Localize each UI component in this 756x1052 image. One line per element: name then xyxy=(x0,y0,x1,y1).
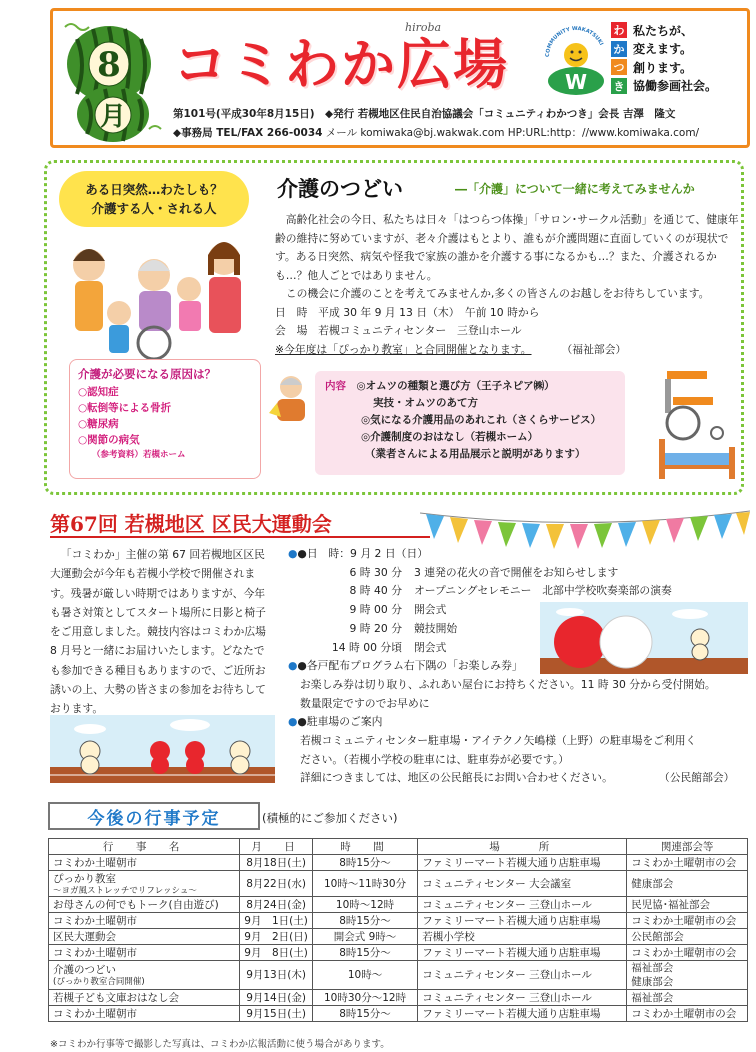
event-subtitle: (ぴっかり教室合同開催) xyxy=(53,977,145,987)
newsletter-title xyxy=(173,21,543,101)
slogan-text: 私たちが、 xyxy=(633,23,694,38)
causes-title: 介護が必要になる原因は？ xyxy=(78,367,216,381)
event-date: 9月15日(土) xyxy=(240,1006,313,1022)
event-date: 8月18日(土) xyxy=(240,855,313,871)
watermelon-month-illustration xyxy=(57,19,167,144)
sports-title: 第67回 若槻地区 区民大運動会 xyxy=(50,512,332,536)
program-text: お楽しみ券は切り取り、ふれあい屋台にお持ちください。11 時 30 分から受付開始。 xyxy=(300,677,716,691)
parking-department: （公民館部会） xyxy=(658,771,735,785)
sports-intro xyxy=(50,545,272,719)
slogan-row xyxy=(611,58,751,77)
month-number: 8 xyxy=(97,45,121,85)
events-table xyxy=(48,838,748,1022)
table-row xyxy=(49,961,748,990)
event-date: 9月 8日(土) xyxy=(240,945,313,961)
upcoming-title-box xyxy=(48,802,260,830)
event-date: 9月14日(金) xyxy=(240,990,313,1006)
org-cell xyxy=(627,929,748,945)
event-org: 健康部会 xyxy=(631,877,674,890)
causes-box xyxy=(69,359,261,479)
parking-text xyxy=(288,769,748,788)
parking-text: 若槻コミュニティセンター駐車場・アイテクノ矢嶋様（上野）の駐車場をご利用く xyxy=(300,734,697,748)
slogan-char: き xyxy=(611,78,627,94)
kaigo-paragraph: 高齢化社会の今日、私たちは日々「はつらつ体操」「サロン･サークル活動」を通じて、健康年齢の維持に努めていますが、老々介護はもとより、誰もが介護問題に直面していくのが現状です。ある日突然、病気や怪我で家族の誰かを介護する事になるかも…？また、介護されるかも…？他人ごとではありません。 xyxy=(275,213,739,282)
cause-item: ○転倒等による骨折 xyxy=(78,402,172,414)
upcoming-title: 今後の行事予定 xyxy=(87,808,221,829)
month-kanji: 月 xyxy=(99,102,127,132)
upcoming-subtitle: (積極的にご参加ください) xyxy=(262,811,398,825)
column-header: 関連部会等 xyxy=(627,839,748,855)
event-org: コミわか土曜朝市の会 xyxy=(631,946,737,959)
sports-date: ●●日 時：9 月 2 日（日） xyxy=(288,547,429,560)
kaigo-section xyxy=(44,160,744,495)
event-place: コミュニティセンター 三登山ホール xyxy=(418,990,627,1006)
slogan-block xyxy=(611,21,751,95)
title-underline xyxy=(50,536,430,538)
event-date: 9月13日(木) xyxy=(240,961,313,990)
schedule-time: 8 時 40 分 xyxy=(349,584,402,598)
contents-item: ◎気になる介護用品のあれこれ（さくらサービス） xyxy=(361,414,602,426)
event-time: 8時15分～ xyxy=(312,855,417,871)
office-info xyxy=(173,125,699,140)
event-time: 10時～12時 xyxy=(312,897,417,913)
schedule-event: オープニングセレモニー 北部中学校吹奏楽部の演奏 xyxy=(414,584,672,598)
ball-game-illustration xyxy=(540,602,748,674)
event-name: お母さんの何でもトーク(自由遊び) xyxy=(53,898,219,911)
bubble-line: ある日突然…わたしも？ xyxy=(85,182,223,197)
event-time: 10時～11時30分 xyxy=(312,871,417,897)
cause-item: ○関節の病気 xyxy=(78,434,140,446)
table-row xyxy=(49,913,748,929)
event-name-cell xyxy=(49,990,240,1006)
event-name: コミわか土曜朝市 xyxy=(53,1007,137,1020)
office-contact: メール komiwaka@bj.wakwak.com HP:URL:http：//www.komiwaka.com/ xyxy=(322,127,700,139)
kaigo-venue: 会 場 若槻コミュニティセンター 三登山ホール xyxy=(275,324,522,337)
event-date: 9月 1日(土) xyxy=(240,913,313,929)
table-row xyxy=(49,945,748,961)
event-place: ファミリーマート若槻大通り店駐車場 xyxy=(418,913,627,929)
org-cell xyxy=(627,990,748,1006)
event-name-cell xyxy=(49,929,240,945)
column-header: 行 事 名 xyxy=(49,839,240,855)
schedule-event: 開会式 xyxy=(414,603,447,617)
photo-footnote: ※コミわか行事等で撮影した写真は、コミわか広報活動に使う場合があります。 xyxy=(50,1039,390,1050)
program-text: 数量限定ですのでお早めに xyxy=(300,696,430,710)
event-place: コミュニティセンター 三登山ホール xyxy=(418,961,627,990)
org-cell xyxy=(627,855,748,871)
table-row xyxy=(49,855,748,871)
event-place: コミュニティセンター 三登山ホール xyxy=(418,897,627,913)
event-place: ファミリーマート若槻大通り店駐車場 xyxy=(418,1006,627,1022)
table-row xyxy=(49,871,748,897)
parking-heading: ●●駐車場のご案内 xyxy=(288,715,383,729)
schedule-time: 9 時 20 分 xyxy=(349,621,402,635)
event-name-cell xyxy=(49,1006,240,1022)
event-name-cell xyxy=(49,871,240,897)
event-org: コミわか土曜朝市の会 xyxy=(631,1007,737,1020)
event-name-cell xyxy=(49,945,240,961)
event-org: 民児協･福祉部会 xyxy=(631,898,711,911)
contents-label: 内容 xyxy=(325,380,346,392)
org-cell xyxy=(627,945,748,961)
wheelchair-illustration xyxy=(643,353,735,443)
bubble-line: 介護する人・される人 xyxy=(91,201,217,216)
event-name-cell xyxy=(49,855,240,871)
slogan-char: わ xyxy=(611,22,627,38)
slogan-row xyxy=(611,21,751,40)
kaigo-speech-bubble xyxy=(59,171,249,227)
table-row xyxy=(49,929,748,945)
event-place: ファミリーマート若槻大通り店駐車場 xyxy=(418,945,627,961)
contents-item: 実技・オムツのあて方 xyxy=(373,397,478,409)
schedule-time: 14 時 00 分頃 xyxy=(331,640,402,654)
contents-item: ◎オムツの種類と選び方（王子ネピア㈱） xyxy=(356,380,555,392)
fallen-elder-illustration xyxy=(267,373,311,429)
org-cell xyxy=(627,897,748,913)
causes-reference: （参考資料）若槻ホーム xyxy=(92,450,186,460)
title-ruby: hiroba xyxy=(405,21,442,34)
event-org: 福祉部会 xyxy=(631,991,674,1004)
event-org: 公民館部会 xyxy=(631,930,684,943)
care-bed-illustration xyxy=(655,431,739,487)
event-time: 8時15分～ xyxy=(312,913,417,929)
parking-head-text: ●駐車場のご案内 xyxy=(297,715,383,729)
event-place: 若槻小学校 xyxy=(418,929,627,945)
column-header: 時 間 xyxy=(312,839,417,855)
event-name: コミわか土曜朝市 xyxy=(53,914,137,927)
event-subtitle: ～ヨガ風ストレッチでリフレッシュ～ xyxy=(53,885,197,896)
event-name-cell xyxy=(49,913,240,929)
event-org: 福祉部会 xyxy=(631,962,674,974)
event-name: 区民大運動会 xyxy=(53,930,116,943)
contents-row xyxy=(325,378,615,395)
kaigo-title: 介護のつどい xyxy=(277,177,403,201)
column-header: 月 日 xyxy=(240,839,313,855)
slogan-text: 協働参画社会。 xyxy=(633,79,718,94)
event-org: コミわか土曜朝市の会 xyxy=(631,914,737,927)
kaigo-subtitle: ―「介護」について一緒に考えてみませんか xyxy=(455,182,695,196)
daruma-runners-illustration xyxy=(50,715,275,783)
event-date: 8月22日(水) xyxy=(240,871,313,897)
org-cell xyxy=(627,961,748,990)
table-row xyxy=(49,1006,748,1022)
family-caregiving-illustration xyxy=(59,225,269,365)
kaigo-contents-box xyxy=(315,371,625,475)
event-name-cell xyxy=(49,897,240,913)
schedule-time: 6 時 30 分 xyxy=(349,565,402,579)
svg-text:W: W xyxy=(564,70,588,94)
date-head-text: ●日 時：9 月 2 日（日） xyxy=(297,547,429,560)
schedule-event: 閉会式 xyxy=(414,640,447,654)
event-time: 10時30分～12時 xyxy=(312,990,417,1006)
schedule-time: 9 時 00 分 xyxy=(349,603,402,617)
sports-intro-text: 「コミわか」主催の第 67 回若槻地区区民大運動会が今年も若槻小学校で開催されます。残暑が厳しい時期ではありますが、今年も暑さ対策としてスタート場所に日影と椅子をご用意しました。競技内容はコミわか広場 8 月号と一緒にお届けいたします。どなたでも参加できる種目もありますので、ご近所お誘いの上、大勢の皆さまの参加をお待ちしております。 xyxy=(50,548,266,716)
program-head-text: ●各戸配布プログラム右下隅の「お楽しみ券」 xyxy=(297,659,523,673)
slogan-row xyxy=(611,77,751,96)
event-name: 若槻子ども文庫おはなし会 xyxy=(53,991,179,1004)
program-heading: ●●各戸配布プログラム右下隅の「お楽しみ券」 xyxy=(288,659,523,673)
slogan-char: か xyxy=(611,41,627,57)
org-cell xyxy=(627,871,748,897)
event-place: コミュニティセンター 大会議室 xyxy=(418,871,627,897)
event-time: 10時～ xyxy=(312,961,417,990)
event-time: 8時15分～ xyxy=(312,945,417,961)
kaigo-body xyxy=(275,211,741,359)
event-name: ぴっかり教室 xyxy=(53,872,116,885)
issue-info: 第101号(平成30年8月15日) ◆発行 若槻地区住民自治協議会「コミュニティわかつき」会長 吉澤 隆文 xyxy=(173,108,676,120)
office-label: ◆事務局 TEL/FAX 266-0034 xyxy=(173,127,323,139)
event-place: ファミリーマート若槻大通り店駐車場 xyxy=(418,855,627,871)
schedule-row xyxy=(288,582,748,601)
contents-item: （業者さんによる用品展示と説明があります） xyxy=(365,448,586,460)
table-header-row xyxy=(49,839,748,855)
community-wakatsuki-logo xyxy=(541,19,611,99)
event-name: コミわか土曜朝市 xyxy=(53,946,137,959)
cause-item: ○認知症 xyxy=(78,386,119,398)
event-name-cell xyxy=(49,961,240,990)
slogan-char: つ xyxy=(611,59,627,75)
kaigo-paragraph: この機会に介護のことを考えてみませんか,多くの皆さんのお越しをお待ちしています。 xyxy=(285,287,710,300)
schedule-event: 3 連発の花火の音で開催をお知らせします xyxy=(414,565,619,579)
event-time: 開会式 9時～ xyxy=(312,929,417,945)
svg-text:COMMUNITY WAKATSUKI: COMMUNITY WAKATSUKI xyxy=(544,25,605,58)
org-cell xyxy=(627,913,748,929)
table-row xyxy=(49,990,748,1006)
note-department: （福祉部会） xyxy=(561,342,627,356)
event-date: 9月 2日(日) xyxy=(240,929,313,945)
title-text: コミわか広場 xyxy=(173,33,509,96)
slogan-text: 変えます。 xyxy=(633,42,693,57)
kaigo-date: 日 時 平成 30 年 9 月 13 日（木） 午前 10 時から xyxy=(275,305,540,319)
parking-text: ださい。（若槻小学校の駐車には、駐車券が必要です。） xyxy=(300,752,570,766)
slogan-text: 創ります。 xyxy=(633,60,693,75)
event-org: コミわか土曜朝市の会 xyxy=(631,856,737,869)
cause-item: ○糖尿病 xyxy=(78,418,119,430)
event-date: 8月24日(金) xyxy=(240,897,313,913)
org-cell xyxy=(627,1006,748,1022)
slogan-row xyxy=(611,40,751,59)
event-name: 介護のつどい xyxy=(53,964,116,976)
parking-contact: 詳細につきましては、地区の公民館長にお問い合わせください。 xyxy=(300,771,613,785)
note-text: ※今年度は「ぴっかり教室」と合同開催となります。 xyxy=(275,342,532,356)
event-name: コミわか土曜朝市 xyxy=(53,856,137,869)
schedule-event: 競技開始 xyxy=(414,621,458,635)
masthead xyxy=(50,8,750,148)
contents-item: ◎介護制度のおはなし（若槻ホーム） xyxy=(361,431,539,443)
column-header: 場 所 xyxy=(418,839,627,855)
table-row xyxy=(49,897,748,913)
event-org-secondary: 健康部会 xyxy=(631,976,674,988)
event-time: 8時15分～ xyxy=(312,1006,417,1022)
schedule-row xyxy=(288,564,748,583)
